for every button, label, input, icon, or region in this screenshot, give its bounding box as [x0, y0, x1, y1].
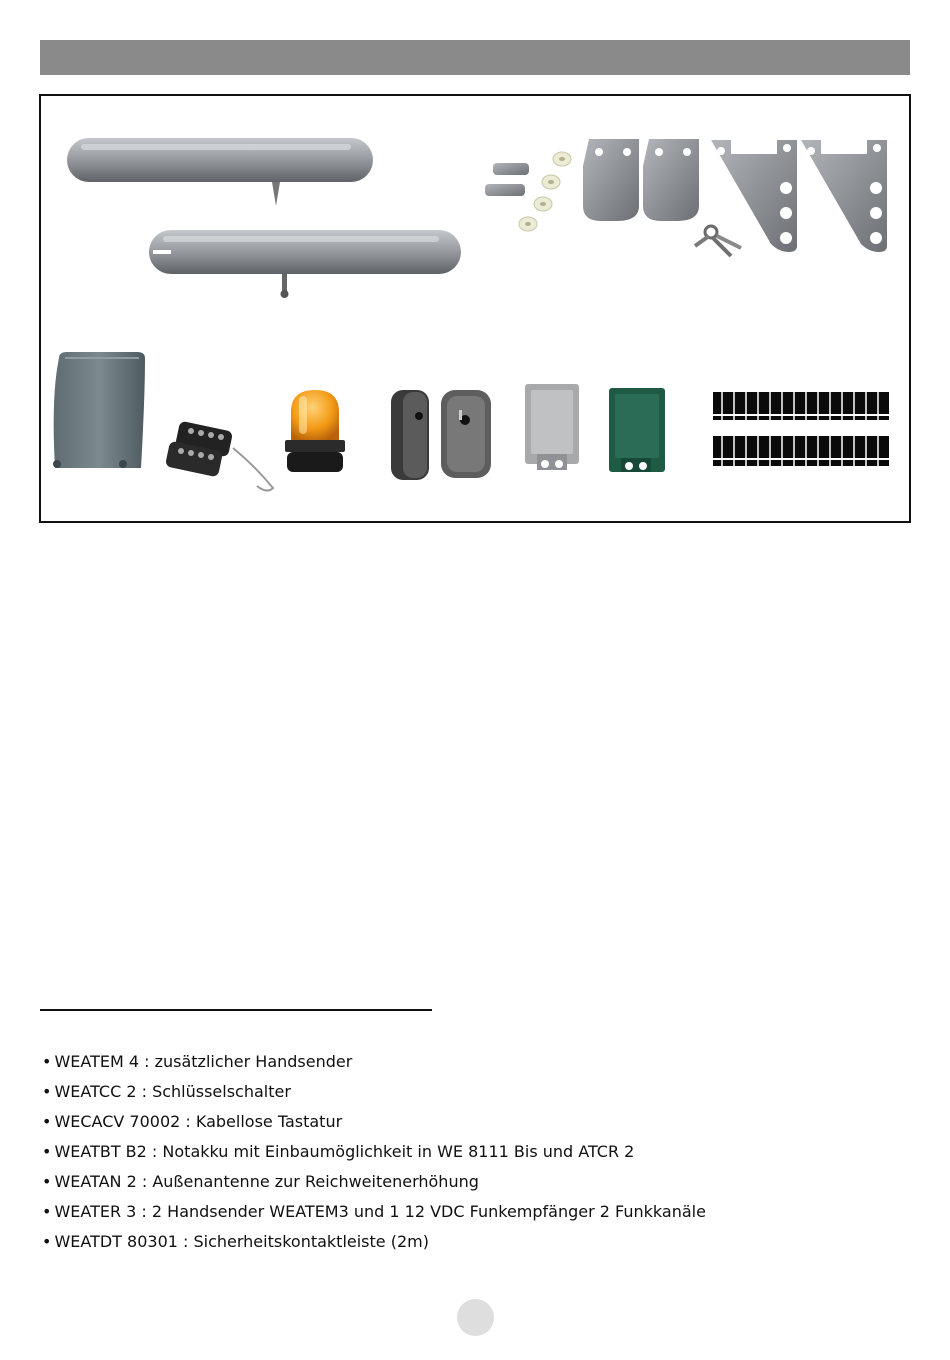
control-box-icon [53, 352, 145, 468]
receiver-box-icon [525, 384, 665, 472]
product-illustration [41, 96, 909, 521]
accessory-code: WECACV 70002 [54, 1112, 181, 1131]
accessory-description: zusätzlicher Handsender [154, 1052, 353, 1071]
photocell-icon [391, 390, 491, 480]
section-header-bar [40, 40, 910, 75]
list-item: • WEATER 3 : 2 Handsender WEATEM3 und 1 12 VDC Funkempfänger 2 Funkkanäle [42, 1202, 706, 1221]
accessory-description: Schlüsselschalter [152, 1082, 291, 1101]
triangle-bracket-icon [711, 140, 887, 252]
list-item: • WEATDT 80301 : Sicherheitskontaktleiste (2m) [42, 1232, 429, 1251]
accessory-description: Sicherheitskontaktleiste (2m) [193, 1232, 429, 1251]
accessory-description: Außenantenne zur Reichweitenerhöhung [152, 1172, 479, 1191]
accessory-description: Notakku mit Einbaumöglichkeit in WE 8111 Bis und ATCR 2 [162, 1142, 635, 1161]
list-item: • WEATBT B2 : Notakku mit Einbaumöglichkeit in WE 8111 Bis und ATCR 2 [42, 1142, 635, 1161]
accessory-description: Kabellose Tastatur [195, 1112, 343, 1131]
accessory-list [42, 1047, 706, 1257]
list-item: • WEATAN 2 : Außenantenne zur Reichweitenerhöhung [42, 1172, 479, 1191]
list-item: • WEATCC 2 : Schlüsselschalter [42, 1082, 291, 1101]
list-item: • WEATEM 4 : zusätzlicher Handsender [42, 1052, 353, 1071]
accessory-code: WEATAN 2 [54, 1172, 137, 1191]
page-number-circle [457, 1299, 494, 1336]
accessory-code: WEATBT B2 [54, 1142, 147, 1161]
gate-actuator-arm-icon [67, 138, 373, 206]
accessory-code: WEATER 3 [54, 1202, 137, 1221]
mounting-pins-washers-icon [485, 152, 571, 231]
product-image-box [39, 94, 911, 523]
gate-actuator-arm-icon [149, 230, 461, 298]
keys-icon [695, 226, 741, 256]
list-item: • WECACV 70002 : Kabellose Tastatur [42, 1112, 343, 1131]
remote-control-icon [165, 421, 273, 491]
accessory-code: WEATEM 4 [54, 1052, 140, 1071]
cable-tie-icon [713, 392, 889, 466]
bracket-icon [583, 139, 699, 221]
flashing-light-icon [285, 390, 345, 472]
accessory-code: WEATCC 2 [54, 1082, 137, 1101]
accessory-code: WEATDT 80301 [54, 1232, 178, 1251]
section-divider [40, 1009, 432, 1011]
accessory-description: 2 Handsender WEATEM3 und 1 12 VDC Funkempfänger 2 Funkkanäle [151, 1202, 706, 1221]
